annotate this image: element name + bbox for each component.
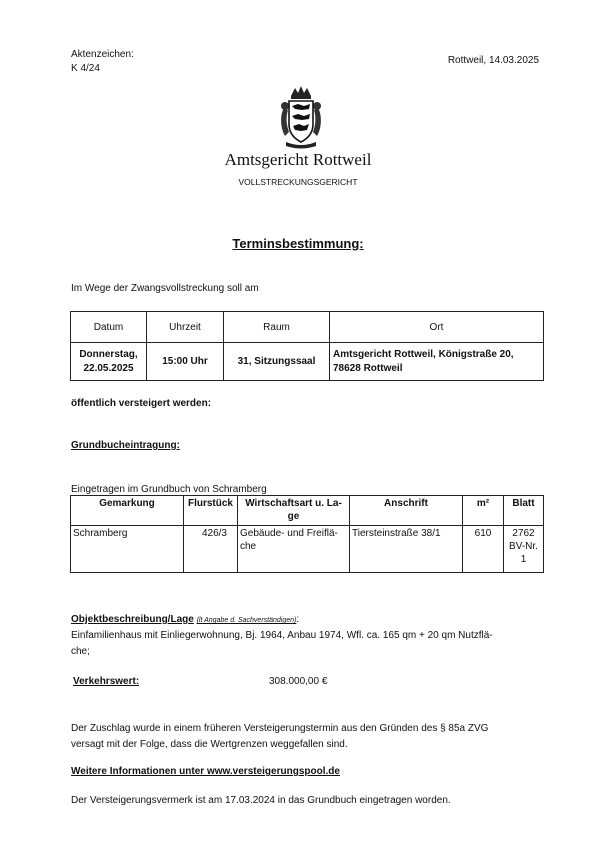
objekt-line2: che; — [71, 646, 90, 657]
cell-flurstueck: 426/3 — [184, 526, 238, 573]
objekt-heading-line — [71, 614, 299, 625]
aktenzeichen-label: Aktenzeichen: — [71, 49, 134, 60]
document-title: Terminsbestimmung: — [232, 236, 364, 251]
cell-anschrift: Tiersteinstraße 38/1 — [350, 526, 463, 573]
header-ort: Ort — [330, 312, 544, 343]
termin-raum: 31, Sitzungssaal — [224, 343, 330, 381]
header-anschrift: Anschrift — [350, 496, 463, 526]
objekt-source: (lt Angabe d. Sachverständigen) — [196, 617, 297, 624]
header-flurstueck: Flurstück — [184, 496, 238, 526]
header-wirtschaftsart — [238, 496, 350, 526]
termin-date: 22.05.2025 — [83, 362, 134, 374]
header-wirtschaftsart-line2: ge — [287, 511, 300, 522]
termin-ort-line2: 78628 Rottweil — [333, 362, 403, 374]
header-raum: Raum — [224, 312, 330, 343]
grundbuch-header-row — [71, 496, 544, 526]
verkehrswert-label: Verkehrswert: — [73, 676, 140, 687]
versteigert-text: öffentlich versteigert werden: — [71, 398, 212, 409]
objekt-heading: Objektbeschreibung/Lage — [71, 614, 194, 625]
cell-blatt-line2: BV-Nr. — [509, 541, 538, 552]
termin-table — [70, 311, 544, 381]
court-department: VOLLSTRECKUNGSGERICHT — [238, 177, 358, 187]
header-blatt: Blatt — [504, 496, 544, 526]
header-uhrzeit: Uhrzeit — [147, 312, 224, 343]
termin-value-row — [71, 343, 544, 381]
header-flaeche: m² — [463, 496, 504, 526]
intro-text: Im Wege der Zwangsvollstreckung soll am — [71, 283, 259, 294]
header-gemarkung: Gemarkung — [71, 496, 184, 526]
aktenzeichen-value: K 4/24 — [71, 63, 100, 74]
grundbuch-heading: Grundbucheintragung: — [71, 440, 180, 451]
aktenzeichen — [71, 48, 134, 76]
zuschlag-line2: versagt mit der Folge, dass die Wertgrenzen weggefallen sind. — [71, 739, 348, 750]
baden-wuerttemberg-crest-icon — [278, 84, 324, 150]
header-wirtschaftsart-line1: Wirtschaftsart u. La- — [245, 498, 342, 509]
cell-wirtschaftsart-line2: che — [240, 541, 257, 552]
objekt-line1: Einfamilienhaus mit Einliegerwohnung, Bj. 1964, Anbau 1974, Wfl. ca. 165 qm + 20 qm Nutzflä- — [71, 630, 493, 641]
termin-header-row — [71, 312, 544, 343]
objekt-colon: : — [296, 614, 300, 625]
cell-blatt-line3: 1 — [520, 554, 527, 565]
versteigerungsvermerk: Der Versteigerungsvermerk ist am 17.03.2024 in das Grundbuch eingetragen worden. — [71, 795, 451, 806]
cell-blatt-line1: 2762 — [512, 528, 535, 539]
cell-blatt — [504, 526, 544, 573]
termin-weekday: Donnerstag, — [79, 348, 138, 360]
cell-wirtschaftsart — [238, 526, 350, 573]
court-name: Amtsgericht Rottweil — [224, 150, 372, 169]
objekt-description — [71, 628, 541, 660]
place-date: Rottweil, 14.03.2025 — [447, 55, 539, 66]
cell-gemarkung: Schramberg — [71, 526, 184, 573]
termin-uhrzeit: 15:00 Uhr — [147, 343, 224, 381]
header-datum: Datum — [71, 312, 147, 343]
zuschlag-line1: Der Zuschlag wurde in einem früheren Versteigerungstermin aus den Gründen des § 85a ZVG — [71, 723, 489, 734]
grundbuch-row — [71, 526, 544, 573]
zuschlag-text — [71, 721, 546, 753]
verkehrswert-value: 308.000,00 € — [269, 676, 328, 687]
grundbuch-intro: Eingetragen im Grundbuch von Schramberg — [71, 484, 267, 495]
cell-wirtschaftsart-line1: Gebäude- und Freiflä- — [240, 528, 338, 539]
cell-flaeche: 610 — [463, 526, 504, 573]
grundbuch-table — [70, 495, 544, 573]
termin-ort-line1: Amtsgericht Rottweil, Königstraße 20, — [333, 348, 514, 360]
weitere-informationen: Weitere Informationen unter www.versteigerungspool.de — [71, 766, 340, 777]
termin-datum — [71, 343, 147, 381]
termin-ort — [330, 343, 544, 381]
